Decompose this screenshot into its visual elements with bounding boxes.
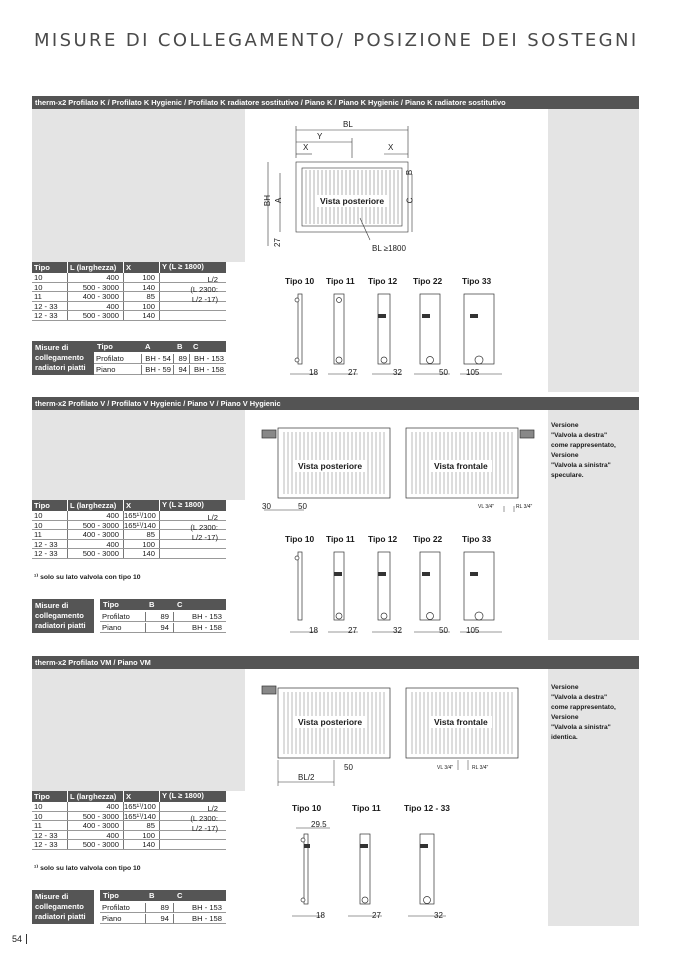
- dim-b: B: [405, 169, 415, 176]
- y-value: L/2 (L 2300: L/2 -17): [190, 513, 218, 542]
- dim-tipo-22: 50: [439, 626, 448, 635]
- table-row: 10 400 165¹⁾/100: [32, 511, 226, 521]
- section-3-spec-table: [32, 791, 226, 850]
- page-number: 54: [12, 934, 27, 944]
- dim-29-5: 29.5: [311, 820, 327, 829]
- table-header: Tipo L (larghezza) X Y (L ≥ 1800): [32, 791, 226, 802]
- section-1-spec-table: [32, 262, 226, 321]
- tipo-10-label: Tipo 10: [285, 534, 315, 544]
- section-1-heading: therm-x2 Profilato K / Profilato K Hygienic / Profilato K radiatore sostitutivo / Piano K / Piano K Hygienic / Piano K radiatore sostitutivo: [32, 96, 639, 109]
- dim-tipo-12: 32: [393, 626, 402, 635]
- section-1-grey-panel: [32, 109, 245, 262]
- misure-label: Misure di collegamento radiatori piatti: [32, 341, 94, 375]
- tipo-11-label: Tipo 11: [326, 276, 355, 286]
- misure-label: Misure di collegamento radiatori piatti: [32, 890, 94, 924]
- y-value: L/2 (L 2300: L/2 -17): [190, 275, 218, 304]
- section-2-heading: therm-x2 Profilato V / Profilato V Hygienic / Piano V / Piano V Hygienic: [32, 397, 639, 410]
- tipo-22-label: Tipo 22: [413, 276, 443, 286]
- table-row: 10 400 165¹⁾/100: [32, 802, 226, 812]
- table-row: 10 500 - 3000 165¹⁾/140: [32, 812, 226, 822]
- dim-rl: RL 3/4": [516, 504, 533, 510]
- dim-tipo-22: 50: [439, 368, 448, 377]
- section-2-misure-table: Misure di collegamento radiatori piatti Tipo B C Profilato 89 BH - 153 Piano 94 BH - 158: [32, 599, 226, 633]
- section-3-misure-table: Misure di collegamento radiatori piatti Tipo B C Profilato 89 BH - 153 Piano 94 BH - 158: [32, 890, 226, 924]
- table-row: 12 - 33 400 100: [32, 831, 226, 841]
- section-3-footnote: ¹⁾ solo su lato valvola con tipo 10: [34, 865, 141, 872]
- dim-tipo-12-33: 32: [434, 911, 443, 920]
- dim-50: 50: [344, 763, 353, 772]
- front-view-label: Vista frontale: [430, 460, 492, 472]
- dim-bl-1800: BL ≥1800: [372, 244, 406, 253]
- dim-tipo-10: 18: [309, 626, 318, 635]
- rear-view-label: Vista posteriore: [294, 716, 366, 728]
- dim-tipo-33: 105: [466, 368, 480, 377]
- tipo-11-label: Tipo 11: [352, 803, 381, 813]
- rear-view-label: Vista posteriore: [316, 195, 388, 207]
- dim-x-left: X: [303, 143, 309, 152]
- section-2-side-note: Versione "Valvola a destra" come rappresentato, Versione "Valvola a sinistra" speculare.: [551, 422, 616, 479]
- dim-30: 30: [262, 502, 271, 511]
- tipo-10-label: Tipo 10: [285, 276, 315, 286]
- tipo-22-label: Tipo 22: [413, 534, 443, 544]
- section-1-rear-view-diagram: [260, 118, 420, 258]
- tipo-12-label: Tipo 12: [368, 534, 398, 544]
- table-row: 10 400 100: [32, 273, 226, 283]
- table-header: Tipo L (larghezza) X Y (L ≥ 1800): [32, 500, 226, 511]
- dim-tipo-11: 27: [348, 626, 357, 635]
- tipo-10-label: Tipo 10: [292, 803, 322, 813]
- section-2-side-views: [288, 548, 508, 638]
- section-1-side-panel: [548, 109, 639, 392]
- dim-tipo-12: 32: [393, 368, 402, 377]
- dim-vl: VL 3/4": [437, 765, 454, 771]
- dim-x-right: X: [388, 143, 394, 152]
- table-row: 12 - 33 400 100: [32, 540, 226, 550]
- table-row: 11 400 - 3000 85: [32, 530, 226, 540]
- table-row: 12 - 33 500 - 3000 140: [32, 549, 226, 559]
- misure-label: Misure di collegamento radiatori piatti: [32, 599, 94, 633]
- dim-bl-half: BL/2: [298, 773, 315, 782]
- dim-tipo-11: 27: [372, 911, 381, 920]
- rear-view-label: Vista posteriore: [294, 460, 366, 472]
- dim-a: A: [274, 197, 284, 204]
- dim-c: C: [405, 197, 415, 204]
- dim-tipo-10: 18: [316, 911, 325, 920]
- section-1-side-views: [288, 290, 508, 380]
- dim-bh: BH: [263, 194, 273, 207]
- table-row: 12 - 33 500 - 3000 140: [32, 840, 226, 850]
- table-row: 10 500 - 3000 165¹⁾/140: [32, 521, 226, 531]
- section-3-grey-panel: [32, 669, 245, 791]
- tipo-33-label: Tipo 33: [462, 276, 492, 286]
- section-3-side-note: Versione "Valvola a destra" come rappresentato, Versione "Valvola a sinistra" identica.: [551, 684, 616, 741]
- dim-bl: BL: [343, 120, 353, 129]
- section-2-spec-table: [32, 500, 226, 559]
- tipo-33-label: Tipo 33: [462, 534, 492, 544]
- table-row: 12 - 33 400 100: [32, 302, 226, 312]
- table-row: 11 400 - 3000 85: [32, 292, 226, 302]
- dim-rl: RL 3/4": [472, 765, 489, 771]
- front-view-label: Vista frontale: [430, 716, 492, 728]
- section-2-grey-panel: [32, 410, 245, 500]
- table-row: 10 500 - 3000 140: [32, 283, 226, 293]
- tipo-12-33-label: Tipo 12 - 33: [404, 803, 450, 813]
- dim-tipo-10: 18: [309, 368, 318, 377]
- dim-tipo-33: 105: [466, 626, 480, 635]
- dim-tipo-11: 27: [348, 368, 357, 377]
- page-title: MISURE DI COLLEGAMENTO/ POSIZIONE DEI SOSTEGNI: [34, 30, 639, 51]
- dim-vl: VL 3/4": [478, 504, 495, 510]
- table-row: 11 400 - 3000 85: [32, 821, 226, 831]
- dim-y: Y: [317, 132, 323, 141]
- section-1-misure-table: Misure di collegamento radiatori piatti Tipo A B C Profilato BH - 54 89 BH - 153 Piano BH - 59 94 BH - 158: [32, 341, 226, 375]
- table-header: Tipo L (larghezza) X Y (L ≥ 1800): [32, 262, 226, 273]
- tipo-12-label: Tipo 12: [368, 276, 398, 286]
- dim-50: 50: [298, 502, 307, 511]
- tipo-11-label: Tipo 11: [326, 534, 355, 544]
- y-value: L/2 (L 2300: L/2 -17): [190, 804, 218, 833]
- dim-27: 27: [272, 238, 282, 247]
- section-2-footnote: ¹⁾ solo su lato valvola con tipo 10: [34, 574, 141, 581]
- section-3-heading: therm-x2 Profilato VM / Piano VM: [32, 656, 639, 669]
- table-row: 12 - 33 500 - 3000 140: [32, 311, 226, 321]
